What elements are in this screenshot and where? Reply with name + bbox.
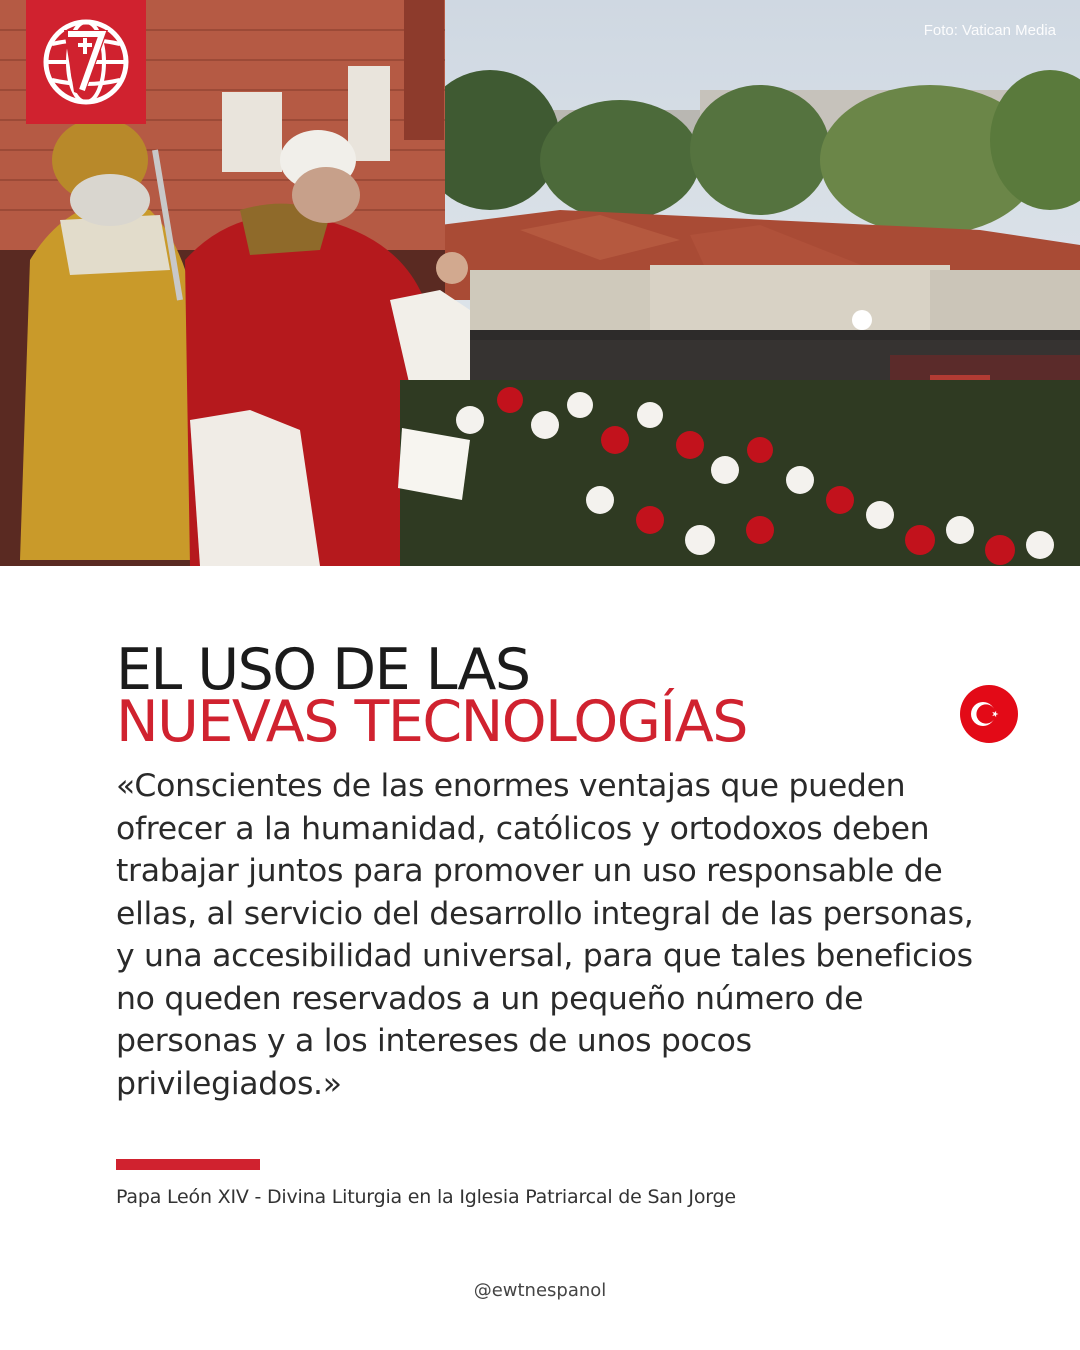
headline-line-2: NUEVAS TECNOLOGÍAS xyxy=(116,689,747,755)
quote-text: «Conscientes de las enormes ventajas que pueden ofrecer a la humanidad, católicos y ortodoxos deben trabajar juntos para promover un uso responsable de ellas, al servicio del desarrollo integral de las personas, y una accesibilidad universal, para que tales beneficios no queden reservados a un pequeño número de personas y a los intereses de unos pocos privilegiados.» xyxy=(116,768,974,1102)
photo-credit: Foto: Vatican Media xyxy=(923,22,1056,39)
social-handle: @ewtnespanol xyxy=(473,1280,607,1301)
quote-source: Papa León XIV - Divina Liturgia en la Iglesia Patriarcal de San Jorge xyxy=(116,1186,736,1208)
headline xyxy=(116,637,747,755)
balcony-photo xyxy=(0,0,1080,566)
header-photo xyxy=(0,0,1080,566)
headline-line-1: EL USO DE LAS xyxy=(116,637,530,703)
ewtn-globe-logo-icon xyxy=(26,0,146,124)
turkey-flag-icon xyxy=(960,685,1018,743)
red-divider xyxy=(116,1159,260,1170)
